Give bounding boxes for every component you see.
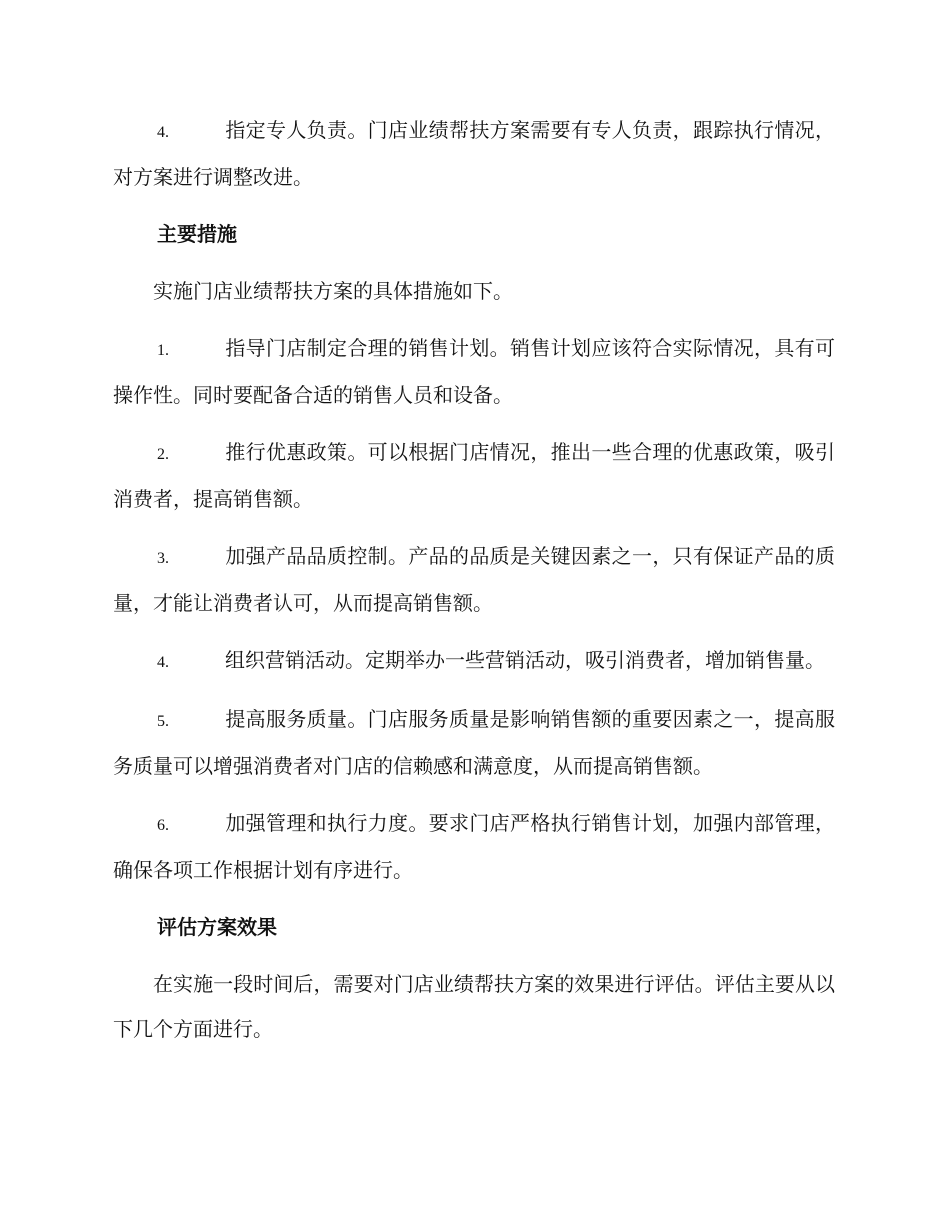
list-text: 组织营销活动。定期举办一些营销活动，吸引消费者，增加销售量。 bbox=[225, 648, 825, 672]
list-text: 加强管理和执行力度。要求门店严格执行销售计划，加强内部管理，确保各项工作根据计划有序进行。 bbox=[113, 811, 835, 882]
list-number: 4. bbox=[157, 124, 169, 141]
list-text: 加强产品品质控制。产品的品质是关键因素之一，只有保证产品的质量，才能让消费者认可，从而提高销售额。 bbox=[113, 544, 835, 615]
list-item bbox=[113, 801, 835, 893]
paragraph: 实施门店业绩帮扶方案的具体措施如下。 bbox=[153, 279, 513, 303]
list-number: 4. bbox=[157, 654, 169, 671]
list-number: 1. bbox=[157, 342, 169, 359]
list-number: 5. bbox=[157, 713, 169, 730]
list-number: 6. bbox=[157, 817, 169, 834]
list-item bbox=[113, 638, 835, 685]
section-heading: 主要措施 bbox=[157, 222, 237, 246]
list-text: 提高服务质量。门店服务质量是影响销售额的重要因素之一，提高服务质量可以增强消费者对门店的信赖感和满意度，从而提高销售额。 bbox=[113, 707, 835, 778]
section-heading: 评估方案效果 bbox=[157, 915, 277, 939]
list-text: 指导门店制定合理的销售计划。销售计划应该符合实际情况，具有可操作性。同时要配备合适的销售人员和设备。 bbox=[113, 336, 835, 407]
list-item bbox=[113, 697, 835, 789]
list-number: 3. bbox=[157, 550, 169, 567]
paragraph: 在实施一段时间后，需要对门店业绩帮扶方案的效果进行评估。评估主要从以下几个方面进行。 bbox=[113, 972, 835, 1041]
document-page bbox=[113, 108, 835, 1064]
list-item bbox=[113, 326, 835, 418]
list-item bbox=[113, 430, 835, 522]
list-text: 指定专人负责。门店业绩帮扶方案需要有专人负责，跟踪执行情况，对方案进行调整改进。 bbox=[113, 118, 835, 189]
list-number: 2. bbox=[157, 446, 169, 463]
list-item bbox=[113, 108, 835, 200]
list-item bbox=[113, 534, 835, 626]
list-text: 推行优惠政策。可以根据门店情况，推出一些合理的优惠政策，吸引消费者，提高销售额。 bbox=[113, 440, 835, 511]
